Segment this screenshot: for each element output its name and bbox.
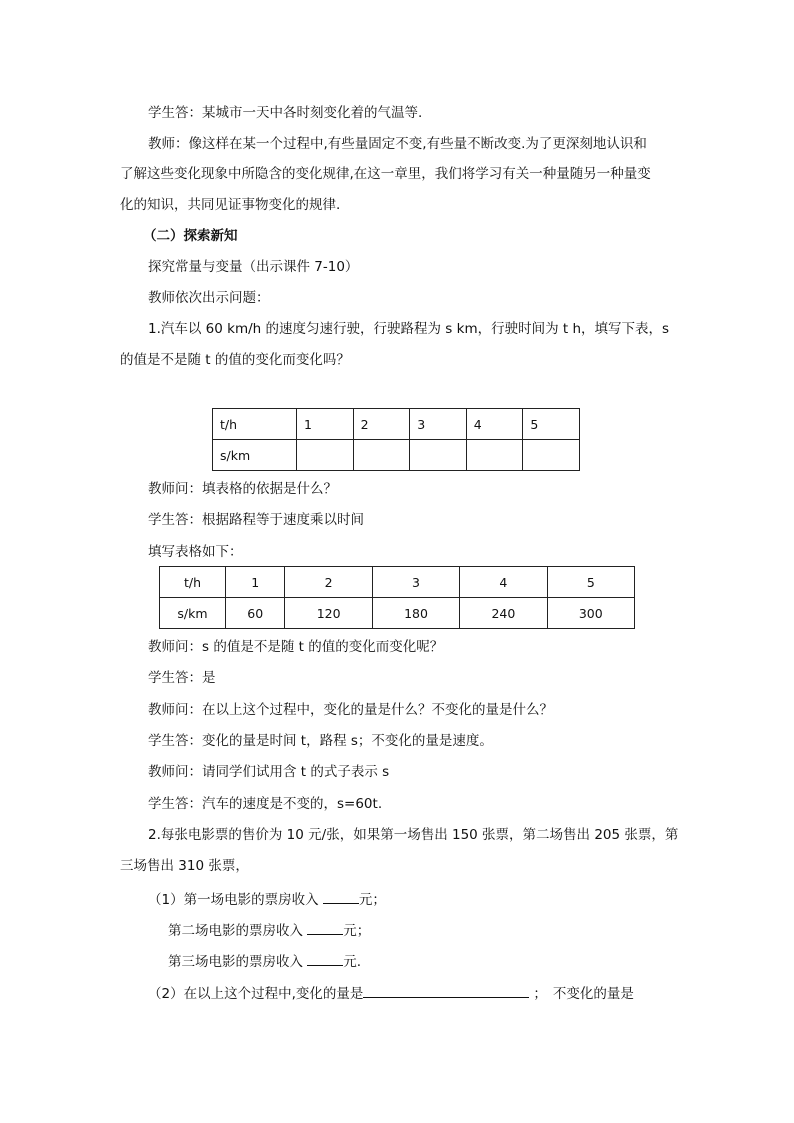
answer-blank[interactable]: [307, 919, 343, 935]
section-heading: （二）探索新知: [143, 228, 238, 244]
table-row: [160, 598, 635, 629]
blank-table: [212, 408, 580, 471]
table-cell: t/h: [213, 409, 297, 440]
table-cell: [466, 440, 523, 471]
sub-question-label: （1）第一场电影的票房收入: [148, 892, 323, 908]
teacher-intro-line: 教师依次出示问题：: [148, 290, 270, 306]
sub-question-1-line-3: [168, 950, 361, 972]
explore-line: 探究常量与变量（出示课件 7-10）: [148, 259, 359, 275]
table-row: [213, 409, 580, 440]
question-2-line-2: 三场售出 310 张票，: [120, 858, 249, 874]
student-answer-line: 学生答：是: [148, 670, 216, 686]
table-cell: 300: [547, 598, 634, 629]
table-cell: 4: [466, 409, 523, 440]
answer-blank[interactable]: [323, 888, 359, 904]
table-cell: [297, 440, 354, 471]
table-cell: 1: [297, 409, 354, 440]
table-cell: s/km: [160, 598, 226, 629]
sub-question-label: 不变化的量是: [552, 986, 634, 1002]
teacher-question-line: 教师问：s 的值是不是随 t 的值的变化而变化呢？: [148, 639, 444, 655]
table-cell: [353, 440, 410, 471]
table-cell: [523, 440, 580, 471]
sub-question-1-line-2: [168, 919, 370, 941]
table-cell: t/h: [160, 567, 226, 598]
sub-question-label: （2）在以上这个过程中,变化的量是: [148, 986, 364, 1002]
table-cell: 2: [353, 409, 410, 440]
sub-question-2: [148, 982, 634, 1004]
table-cell: 3: [410, 409, 467, 440]
student-answer-line: 学生答：变化的量是时间 t，路程 s；不变化的量是速度。: [148, 733, 493, 749]
table-row: [213, 440, 580, 471]
sub-question-label: 第三场电影的票房收入: [168, 954, 308, 970]
question-2-line-1: 2.每张电影票的售价为 10 元/张，如果第一场售出 150 张票，第二场售出 205 张票，第: [148, 827, 679, 843]
teacher-paragraph-line-2: 了解这些变化现象中所隐含的变化规律,在这一章里，我们将学习有关一种量随另一种量变: [120, 166, 651, 182]
table-cell: 4: [460, 567, 547, 598]
table-cell: 240: [460, 598, 547, 629]
student-answer-line: 学生答：根据路程等于速度乘以时间: [148, 512, 364, 528]
table-cell: 3: [372, 567, 459, 598]
table-cell: [410, 440, 467, 471]
student-answer-line: 学生答：汽车的速度是不变的，s=60t.: [148, 796, 383, 812]
table-cell: 5: [547, 567, 634, 598]
sub-question-label: 第二场电影的票房收入: [168, 923, 308, 939]
question-1-line-2: 的值是不是随 t 的值的变化而变化吗？: [120, 352, 350, 368]
table-cell: 2: [285, 567, 372, 598]
teacher-question-line: 教师问：请同学们试用含 t 的式子表示 s: [148, 764, 390, 780]
teacher-question-line: 教师问：在以上这个过程中，变化的量是什么？不变化的量是什么？: [148, 702, 553, 718]
sub-question-separator: ；: [533, 986, 547, 1002]
question-1-line-1: 1.汽车以 60 km/h 的速度匀速行驶，行驶路程为 s km，行驶时间为 t h，填写下表，s: [148, 321, 670, 337]
table-cell: 180: [372, 598, 459, 629]
sub-question-unit: 元.: [343, 954, 362, 970]
filled-table: [159, 566, 635, 629]
table-cell: 120: [285, 598, 372, 629]
table-cell: 1: [226, 567, 285, 598]
fill-table-line: 填写表格如下：: [148, 544, 243, 560]
table-cell: s/km: [213, 440, 297, 471]
sub-question-unit: 元；: [343, 923, 371, 939]
teacher-paragraph-line-1: 教师：像这样在某一个过程中,有些量固定不变,有些量不断改变.为了更深刻地认识和: [148, 136, 647, 152]
table-cell: 60: [226, 598, 285, 629]
table-cell: 5: [523, 409, 580, 440]
sub-question-1: [148, 888, 386, 910]
teacher-question-line: 教师问：填表格的依据是什么？: [148, 481, 337, 497]
answer-blank[interactable]: [307, 950, 343, 966]
sub-question-unit: 元；: [358, 892, 386, 908]
answer-blank[interactable]: [363, 982, 529, 998]
table-row: [160, 567, 635, 598]
student-answer-line: 学生答：某城市一天中各时刻变化着的气温等.: [148, 105, 423, 121]
teacher-paragraph-line-3: 化的知识，共同见证事物变化的规律.: [120, 197, 341, 213]
